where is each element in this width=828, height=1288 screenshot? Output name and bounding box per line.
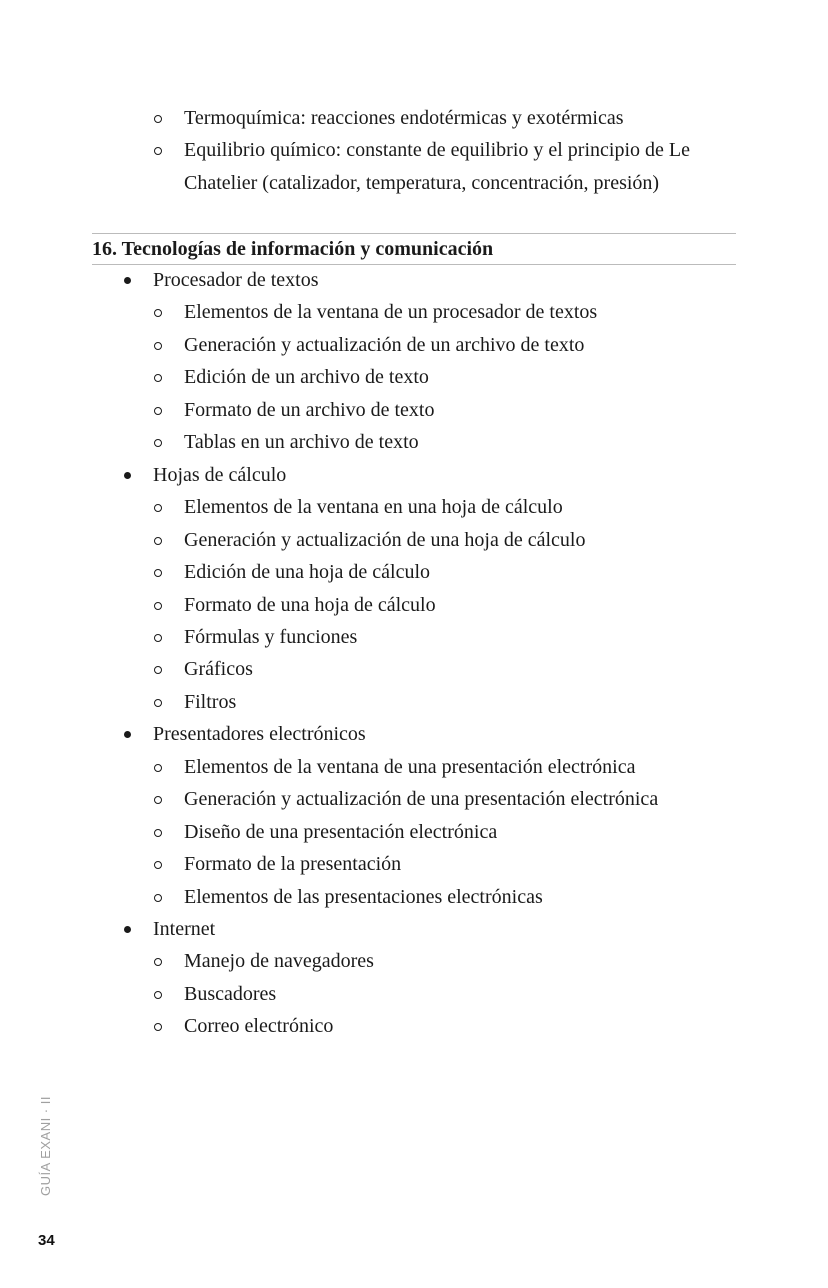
bullet-icon [154, 634, 162, 642]
list-item: Tablas en un archivo de texto [184, 431, 419, 454]
list-item: Elementos de la ventana en una hoja de cálculo [184, 496, 563, 519]
bullet-icon [154, 407, 162, 415]
bullet-icon [154, 764, 162, 772]
list-item: Edición de un archivo de texto [184, 366, 429, 389]
list-item: Termoquímica: reacciones endotérmicas y exotérmicas [184, 107, 624, 129]
list-item: Equilibrio químico: constante de equilibrio y el principio de Le [184, 139, 690, 162]
list-item: Generación y actualización de una presentación electrónica [184, 788, 659, 811]
bullet-icon [154, 1023, 162, 1031]
list-item-continuation: Chatelier (catalizador, temperatura, concentración, presión) [184, 171, 660, 194]
bullet-icon [154, 504, 162, 512]
list-item: Formato de una hoja de cálculo [184, 593, 436, 616]
list-item: Edición de una hoja de cálculo [184, 561, 431, 584]
bullet-icon [154, 569, 162, 577]
bullet-icon [154, 666, 162, 674]
list-item: Generación y actualización de una hoja de cálculo [184, 528, 586, 551]
list-item: Elementos de la ventana de un procesador de textos [184, 301, 598, 324]
list-item: Formato de un archivo de texto [184, 398, 435, 421]
section-heading: 16. Tecnologías de información y comunicación [92, 233, 736, 265]
running-title: GUÍA EXANI · II [38, 1096, 53, 1196]
bullet-icon [154, 829, 162, 837]
list-item: Elementos de las presentaciones electrónicas [184, 885, 543, 908]
bullet-icon [154, 991, 162, 999]
bullet-icon [124, 277, 131, 284]
group-item: Hojas de cálculo [153, 463, 287, 486]
bullet-icon [124, 926, 131, 933]
group-item: Procesador de textos [153, 269, 319, 291]
list-item: Formato de la presentación [184, 853, 402, 876]
list-item: Elementos de la ventana de una presentación electrónica [184, 755, 636, 778]
list-item: Manejo de navegadores [184, 950, 374, 973]
bullet-icon [154, 439, 162, 447]
list-item: Generación y actualización de un archivo de texto [184, 333, 585, 356]
bullet-icon [124, 472, 131, 479]
bullet-icon [154, 796, 162, 804]
bullet-icon [154, 699, 162, 707]
bullet-icon [154, 147, 162, 155]
bullet-icon [154, 115, 162, 123]
bullet-icon [154, 537, 162, 545]
list-item: Filtros [184, 690, 237, 713]
group-item: Internet [153, 918, 216, 940]
bullet-icon [154, 602, 162, 610]
group-item: Presentadores electrónicos [153, 723, 366, 746]
bullet-icon [154, 342, 162, 350]
list-item: Diseño de una presentación electrónica [184, 820, 498, 843]
bullet-icon [154, 958, 162, 966]
list-item: Correo electrónico [184, 1015, 334, 1038]
bullet-icon [154, 894, 162, 902]
list-item: Gráficos [184, 658, 253, 681]
page-number: 34 [38, 1232, 55, 1249]
bullet-icon [124, 731, 131, 738]
bullet-icon [154, 309, 162, 317]
list-item: Fórmulas y funciones [184, 625, 358, 648]
bullet-icon [154, 374, 162, 382]
bullet-icon [154, 861, 162, 869]
list-item: Buscadores [184, 982, 277, 1005]
